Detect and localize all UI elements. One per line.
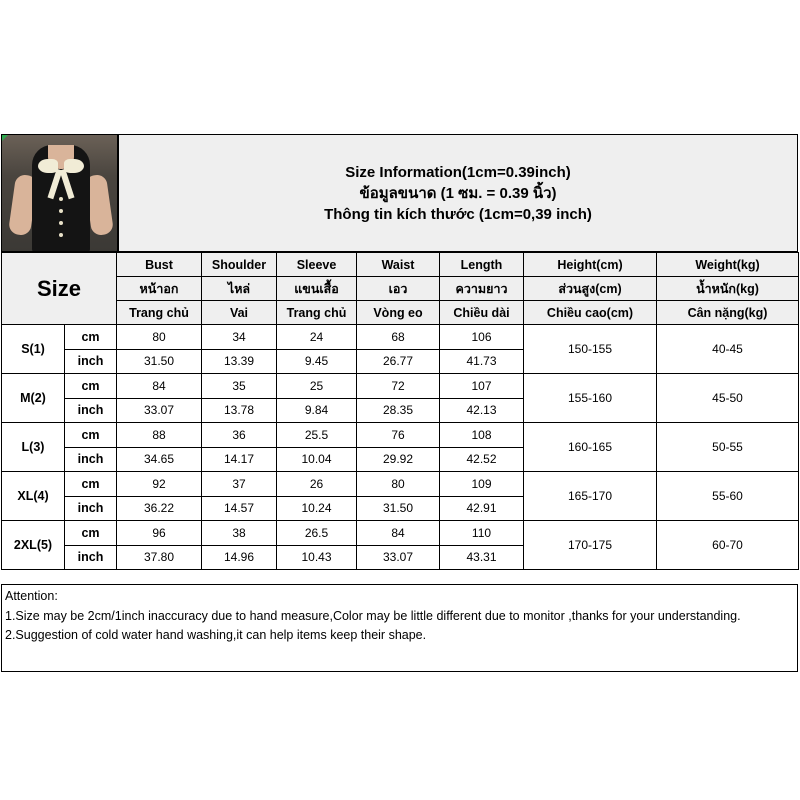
table-row <box>2 325 799 350</box>
cell-value: 38 <box>202 521 277 546</box>
size-table <box>1 252 799 570</box>
cell-value: 14.57 <box>202 496 277 521</box>
cell-value: 107 <box>440 374 524 399</box>
size-name: M(2) <box>2 374 65 423</box>
title-thai: ข้อมูลขนาด (1 ซม. = 0.39 นิ้ว) <box>359 184 557 202</box>
cell-value: 33.07 <box>117 398 202 423</box>
cell-value: 68 <box>357 325 440 350</box>
header-sleeve: Sleeve <box>277 253 357 277</box>
header-height-th: ส่วนสูง(cm) <box>524 277 657 301</box>
cell-value: 36.22 <box>117 496 202 521</box>
header-height: Height(cm) <box>524 253 657 277</box>
cell-value: 41.73 <box>440 349 524 374</box>
cell-value: 37.80 <box>117 545 202 570</box>
cell-value: 31.50 <box>117 349 202 374</box>
unit-label: cm <box>65 472 117 497</box>
height-range: 150-155 <box>524 325 657 374</box>
unit-label: cm <box>65 325 117 350</box>
cell-value: 33.07 <box>357 545 440 570</box>
size-name: L(3) <box>2 423 65 472</box>
cell-value: 84 <box>357 521 440 546</box>
cell-value: 88 <box>117 423 202 448</box>
header-length-th: ความยาว <box>440 277 524 301</box>
header-bust-th: หน้าอก <box>117 277 202 301</box>
cell-value: 26.5 <box>277 521 357 546</box>
header-row-thai <box>2 277 799 301</box>
photo-button <box>59 221 63 225</box>
cell-value: 9.84 <box>277 398 357 423</box>
cell-value: 26 <box>277 472 357 497</box>
cell-value: 31.50 <box>357 496 440 521</box>
size-name: 2XL(5) <box>2 521 65 570</box>
header-bust: Bust <box>117 253 202 277</box>
notes-heading: Attention: <box>5 589 58 603</box>
weight-range: 55-60 <box>657 472 799 521</box>
photo-bow <box>38 157 84 183</box>
notes-line-2: 2.Suggestion of cold water hand washing,it can help items keep their shape. <box>5 628 427 642</box>
cell-value: 72 <box>357 374 440 399</box>
cell-value: 42.52 <box>440 447 524 472</box>
cell-value: 9.45 <box>277 349 357 374</box>
cell-value: 10.04 <box>277 447 357 472</box>
header-waist-th: เอว <box>357 277 440 301</box>
title-vietnamese: Thông tin kích thước (1cm=0,39 inch) <box>324 205 592 223</box>
unit-label: cm <box>65 521 117 546</box>
cell-value: 29.92 <box>357 447 440 472</box>
header-length: Length <box>440 253 524 277</box>
title-box <box>118 134 798 252</box>
unit-label: inch <box>65 349 117 374</box>
unit-label: inch <box>65 447 117 472</box>
header-shoulder-vi: Vai <box>202 301 277 325</box>
photo-button <box>59 233 63 237</box>
header-weight-vi: Cân nặng(kg) <box>657 301 799 325</box>
header-row-vietnamese <box>2 301 799 325</box>
cell-value: 80 <box>117 325 202 350</box>
cell-value: 24 <box>277 325 357 350</box>
cell-value: 109 <box>440 472 524 497</box>
table-row <box>2 521 799 546</box>
corner-leaf-icon <box>2 135 8 141</box>
cell-value: 110 <box>440 521 524 546</box>
header-sleeve-th: แขนเสื้อ <box>277 277 357 301</box>
header-sleeve-vi: Trang chủ <box>277 301 357 325</box>
weight-range: 60-70 <box>657 521 799 570</box>
size-name: S(1) <box>2 325 65 374</box>
unit-label: inch <box>65 496 117 521</box>
size-chart <box>0 134 800 672</box>
cell-value: 37 <box>202 472 277 497</box>
weight-range: 50-55 <box>657 423 799 472</box>
cell-value: 36 <box>202 423 277 448</box>
cell-value: 106 <box>440 325 524 350</box>
cell-value: 108 <box>440 423 524 448</box>
unit-label: inch <box>65 545 117 570</box>
height-range: 155-160 <box>524 374 657 423</box>
attention-notes <box>1 584 798 672</box>
cell-value: 14.96 <box>202 545 277 570</box>
header-row-english <box>2 253 799 277</box>
header-shoulder-th: ไหล่ <box>202 277 277 301</box>
cell-value: 13.78 <box>202 398 277 423</box>
notes-line-1: 1.Size may be 2cm/1inch inaccuracy due to hand measure,Color may be little different due to monitor ,thanks for your understanding. <box>5 608 741 623</box>
cell-value: 14.17 <box>202 447 277 472</box>
header-bust-vi: Trang chủ <box>117 301 202 325</box>
cell-value: 13.39 <box>202 349 277 374</box>
cell-value: 42.91 <box>440 496 524 521</box>
weight-range: 40-45 <box>657 325 799 374</box>
header-length-vi: Chiều dài <box>440 301 524 325</box>
height-range: 165-170 <box>524 472 657 521</box>
cell-value: 34 <box>202 325 277 350</box>
cell-value: 34.65 <box>117 447 202 472</box>
unit-label: inch <box>65 398 117 423</box>
header-height-vi: Chiều cao(cm) <box>524 301 657 325</box>
cell-value: 80 <box>357 472 440 497</box>
size-name: XL(4) <box>2 472 65 521</box>
header-shoulder: Shoulder <box>202 253 277 277</box>
weight-range: 45-50 <box>657 374 799 423</box>
cell-value: 25.5 <box>277 423 357 448</box>
photo-button <box>59 209 63 213</box>
cell-value: 28.35 <box>357 398 440 423</box>
cell-value: 76 <box>357 423 440 448</box>
header-waist: Waist <box>357 253 440 277</box>
table-row <box>2 423 799 448</box>
table-row <box>2 374 799 399</box>
cell-value: 10.24 <box>277 496 357 521</box>
cell-value: 25 <box>277 374 357 399</box>
cell-value: 96 <box>117 521 202 546</box>
cell-value: 92 <box>117 472 202 497</box>
product-photo <box>1 134 118 252</box>
height-range: 170-175 <box>524 521 657 570</box>
size-header: Size <box>2 253 117 325</box>
table-row <box>2 472 799 497</box>
cell-value: 26.77 <box>357 349 440 374</box>
unit-label: cm <box>65 423 117 448</box>
cell-value: 43.31 <box>440 545 524 570</box>
header-weight-th: น้ำหนัก(kg) <box>657 277 799 301</box>
cell-value: 35 <box>202 374 277 399</box>
cell-value: 42.13 <box>440 398 524 423</box>
cell-value: 10.43 <box>277 545 357 570</box>
height-range: 160-165 <box>524 423 657 472</box>
cell-value: 84 <box>117 374 202 399</box>
header-waist-vi: Vòng eo <box>357 301 440 325</box>
header-weight: Weight(kg) <box>657 253 799 277</box>
unit-label: cm <box>65 374 117 399</box>
title-english: Size Information(1cm=0.39inch) <box>345 163 571 181</box>
photo-button <box>59 197 63 201</box>
